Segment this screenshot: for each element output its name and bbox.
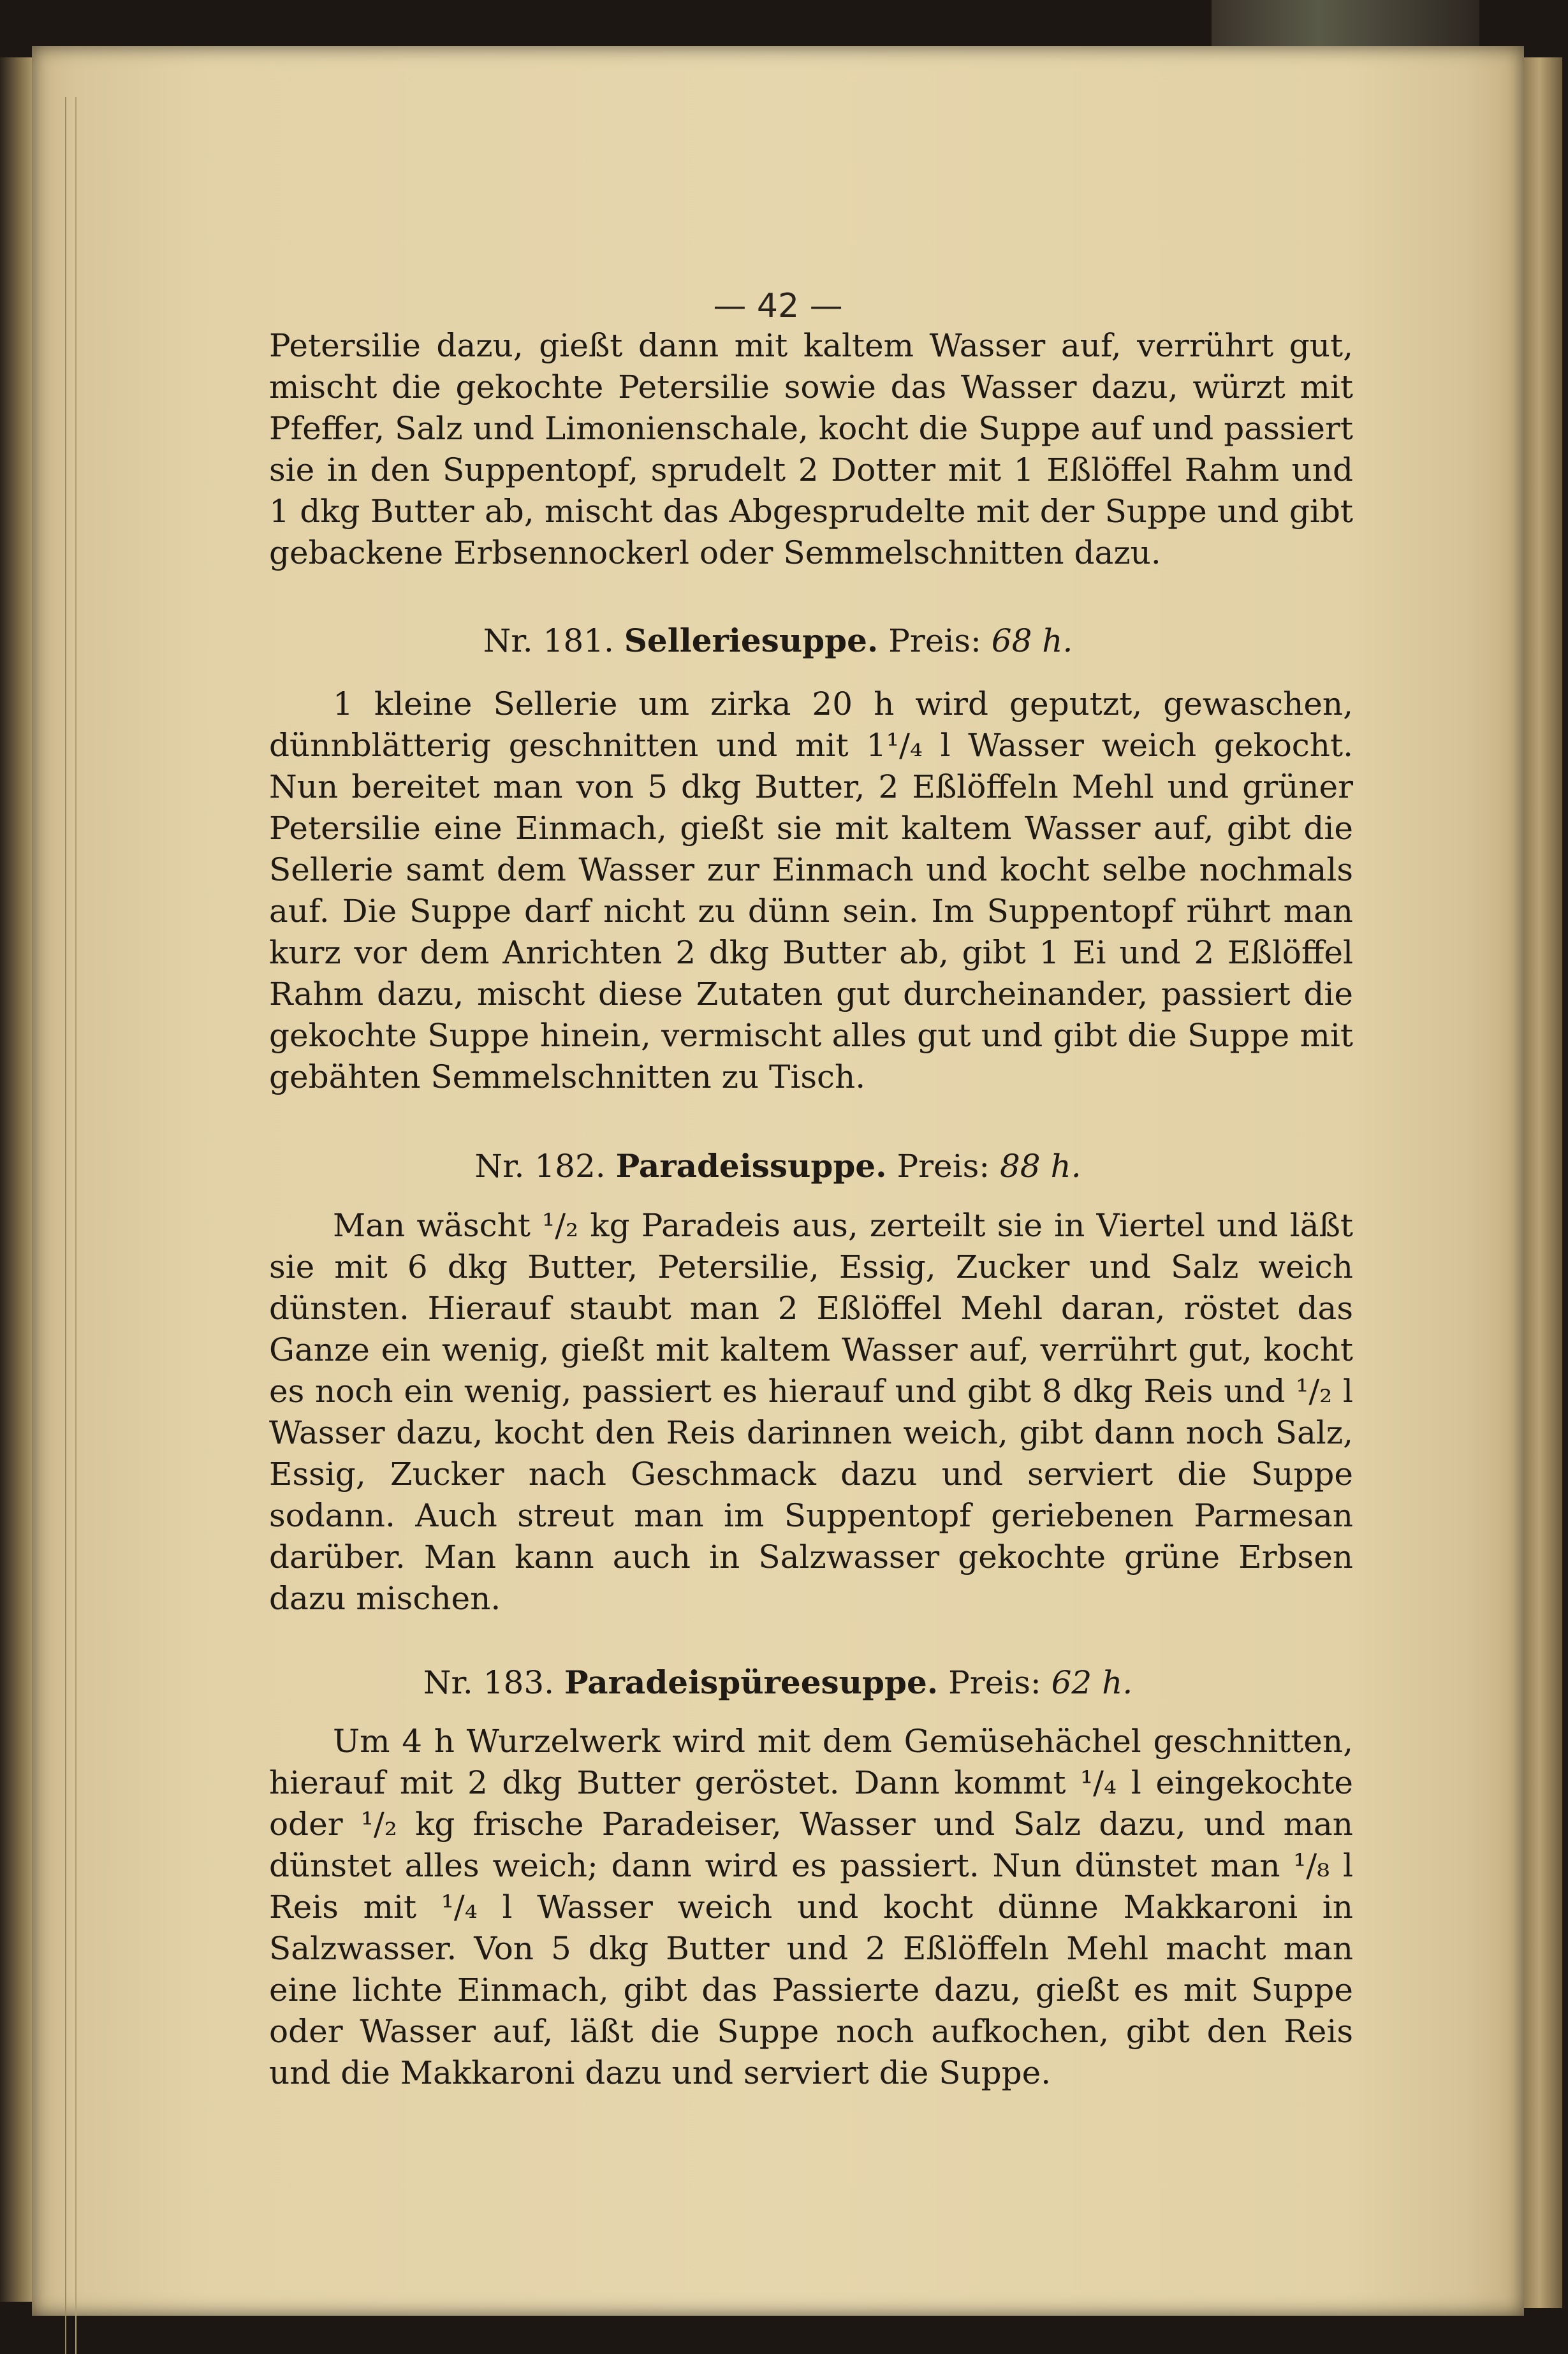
price-label: Preis:	[888, 622, 981, 659]
recipe-text: Man wäscht ¹/₂ kg Paradeis aus, zerteilt sie in Viertel und läßt sie mit 6 dkg Butter, Petersilie, Essig, Zucker und Salz weich dünsten. Hierauf staubt man 2 Eßlöffel Mehl daran, röstet das Ganze ein wenig, gießt mit kaltem Wasser auf, verrührt gut, kocht es noch ein wenig, passiert es hierauf und gibt 8 dkg Reis und ¹/₂ l Wasser dazu, kocht den Reis darinnen weich, gibt dann noch Salz, Essig, Zucker nach Geschmack dazu und serviert die Suppe sodann. Auch streut man im Suppentopf geriebenen Parmesan darüber. Man kann auch in Salzwasser gekochte grüne Erbsen dazu mischen.	[269, 1207, 1353, 1617]
recipe-title: Paradeispüreesuppe.	[564, 1663, 939, 1701]
recipe-title: Paradeissuppe.	[615, 1147, 887, 1185]
recipe-text: 1 kleine Sellerie um zirka 20 h wird geputzt, gewaschen, dünnblätterig geschnitten und mit 1¹/₄ l Wasser weich gekocht. Nun bereitet man von 5 dkg Butter, 2 Eßlöffeln Mehl und grüner Petersilie eine Einmach, gießt sie mit kaltem Wasser auf, gibt die Sellerie samt dem Wasser zur Einmach und kocht selbe nochmals auf. Die Suppe darf nicht zu dünn sein. Im Suppentopf rührt man kurz vor dem Anrichten 2 dkg Butter ab, gibt 1 Ei und 2 Eßlöffel Rahm dazu, mischt diese Zutaten gut durcheinander, passiert die gekochte Suppe hinein, vermischt alles gut und gibt die Suppe mit gebähten Semmelschnitten zu Tisch.	[269, 685, 1353, 1095]
recipe-body-182	[269, 1205, 1353, 1619]
page-number: — 42 —	[713, 287, 843, 325]
recipe-number: Nr. 182.	[474, 1148, 606, 1185]
paragraph-text: Petersilie dazu, gießt dann mit kaltem Wasser auf, verrührt gut, mischt die gekochte Petersilie sowie das Wasser dazu, würzt mit Pfeffer, Salz und Limonienschale, kocht die Suppe auf und passiert sie in den Suppentopf, sprudelt 2 Dotter mit 1 Eßlöffel Rahm und 1 dkg Butter ab, mischt das Abgesprudelte mit der Suppe und gibt gebackene Erbsennockerl oder Semmelschnitten dazu.	[269, 327, 1353, 571]
recipe-body-183	[269, 1721, 1353, 2094]
price-value: 68 h.	[991, 622, 1073, 659]
recipe-text: Um 4 h Wurzelwerk wird mit dem Gemüsehächel geschnitten, hierauf mit 2 dkg Butter geröstet. Dann kommt ¹/₄ l eingekochte oder ¹/₂ kg frische Paradeiser, Wasser und Salz dazu, und man dünstet alles weich; dann wird es passiert. Nun dünstet man ¹/₈ l Reis mit ¹/₄ l Wasser weich und kocht dünne Makkaroni in Salzwasser. Von 5 dkg Butter und 2 Eßlöffeln Mehl macht man eine lichte Einmach, gibt das Passierte dazu, gießt es mit Suppe oder Wasser auf, läßt die Suppe noch aufkochen, gibt den Reis und die Makkaroni dazu und serviert die Suppe.	[269, 1723, 1353, 2091]
price-value: 88 h.	[999, 1148, 1081, 1185]
price-value: 62 h.	[1051, 1664, 1133, 1701]
binding-margin	[65, 97, 77, 2354]
book-page	[32, 46, 1524, 2316]
recipe-body-181	[269, 684, 1353, 1098]
book-cover-left	[0, 57, 32, 2302]
intro-paragraph	[269, 325, 1353, 574]
recipe-heading-182	[32, 1147, 1524, 1185]
recipe-number: Nr. 183.	[423, 1664, 555, 1701]
price-label: Preis:	[897, 1148, 990, 1185]
recipe-number: Nr. 181.	[483, 622, 614, 659]
recipe-heading-181	[32, 622, 1524, 659]
recipe-heading-183	[32, 1663, 1524, 1701]
book-spine-top	[1212, 0, 1479, 51]
page-stack-edge	[1524, 57, 1562, 2308]
recipe-title: Selleriesuppe.	[624, 622, 879, 659]
price-label: Preis:	[948, 1664, 1041, 1701]
